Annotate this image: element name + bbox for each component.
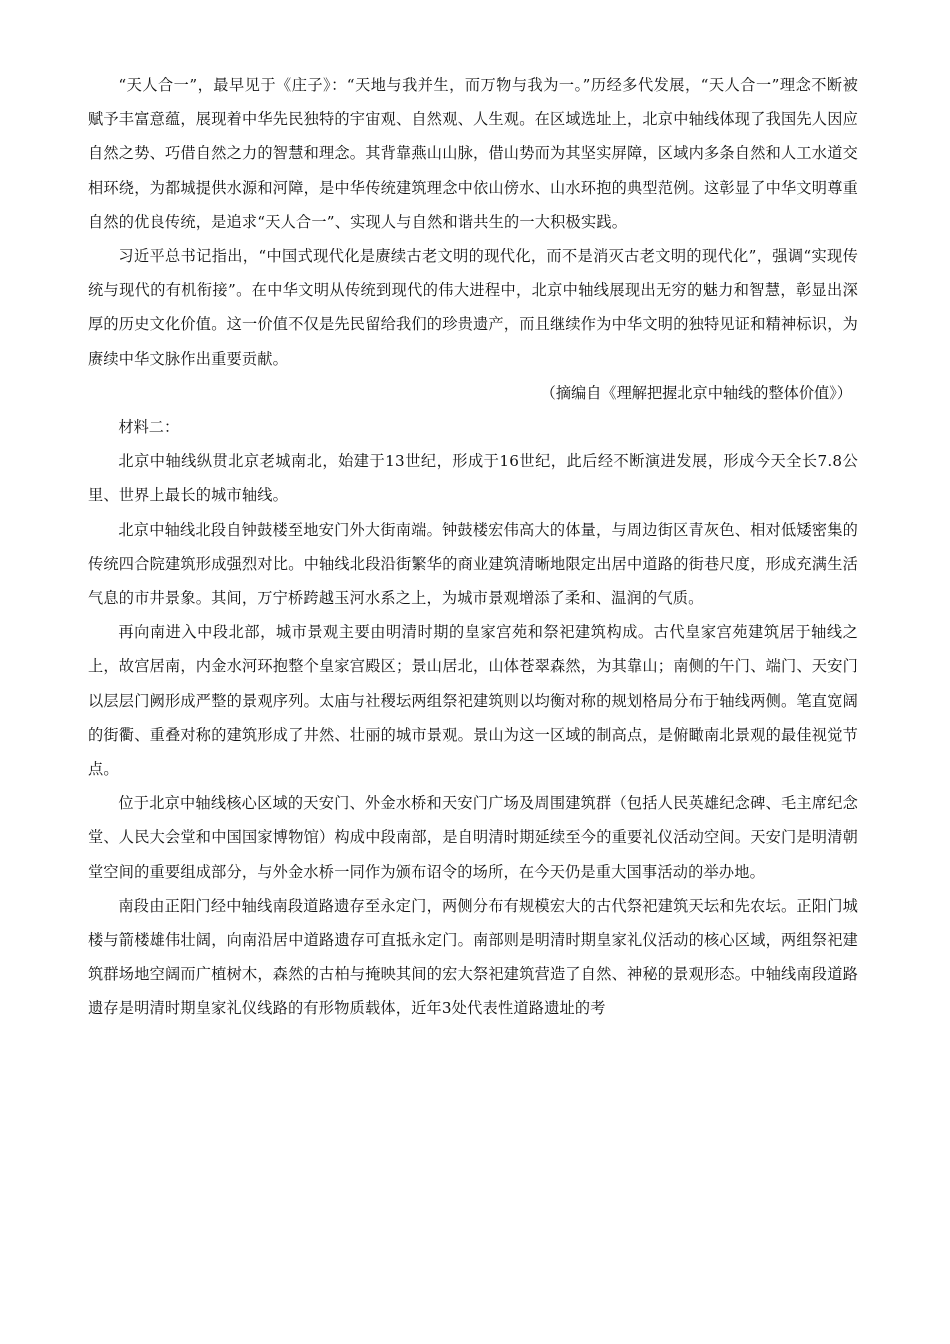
material-one-paragraph-1: “天人合一”，最早见于《庄子》：“天地与我并生，而万物与我为一。”历经多代发展，“天人合一”理念不断被赋予丰富意蕴，展现着中华先民独特的宇宙观、自然观、人生观。在区域选址上，北京中轴线体现了我国先人因应自然之势、巧借自然之力的智慧和理念。其背靠燕山山脉，借山势而为其坚实屏障，区域内多条自然和人工水道交相环绕，为都城提供水源和河障，是中华传统建筑理念中依山傍水、山水环抱的典型范例。这彰显了中华文明尊重自然的优良传统，是追求“天人合一”、实现人与自然和谐共生的一大积极实践。	[88, 76, 858, 231]
material-two-paragraph-3: 再向南进入中段北部，城市景观主要由明清时期的皇家宫苑和祭祀建筑构成。古代皇家宫苑建筑居于轴线之上，故宫居南，内金水河环抱整个皇家宫殿区；景山居北，山体苍翠森然，为其靠山；南侧的午门、端门、天安门以层层门阙形成严整的景观序列。太庙与社稷坛两组祭祀建筑则以均衡对称的规划格局分布于轴线两侧。笔直宽阔的街衢、重叠对称的建筑形成了井然、壮丽的城市景观。景山为这一区域的制高点，是俯瞰南北景观的最佳视觉节点。	[88, 623, 858, 779]
material-two-paragraph-5: 南段由正阳门经中轴线南段道路遗存至永定门，两侧分布有规模宏大的古代祭祀建筑天坛和先农坛。正阳门城楼与箭楼雄伟壮阔，向南沿居中道路遗存可直抵永定门。南部则是明清时期皇家礼仪活动的核心区域，两组祭祀建筑群场地空阔而广植树木，森然的古柏与掩映其间的宏大祭祀建筑营造了自然、神秘的景观形态。中轴线南段道路遗存是明清时期皇家礼仪线路的有形物质载体，近年3处代表性道路遗址的考	[88, 896, 858, 1018]
material-one-paragraph-2: 习近平总书记指出，“中国式现代化是赓续古老文明的现代化，而不是消灭古老文明的现代化”，强调“实现传统与现代的有机衔接”。在中华文明从传统到现代的伟大进程中，北京中轴线展现出无穷的魅力和智慧，彰显出深厚的历史文化价值。这一价值不仅是先民留给我们的珍贵遗产，而且继续作为中华文明的独特见证和精神标识，为赓续中华文脉作出重要贡献。	[88, 247, 858, 368]
material-one-source: （摘编自《理解把握北京中轴线的整体价值》）	[540, 383, 852, 402]
document-page	[88, 68, 858, 1026]
material-two-paragraph-1: 北京中轴线纵贯北京老城南北，始建于13世纪，形成于16世纪，此后经不断演进发展，形成今天全长7.8公里、世界上最长的城市轴线。	[88, 452, 858, 505]
material-two-heading: 材料二：	[118, 418, 180, 437]
material-two-paragraph-4: 位于北京中轴线核心区域的天安门、外金水桥和天安门广场及周围建筑群（包括人民英雄纪念碑、毛主席纪念堂、人民大会堂和中国国家博物馆）构成中段南部，是自明清时期延续至今的重要礼仪活动空间。天安门是明清朝堂空间的重要组成部分，与外金水桥一同作为颁布诏令的场所，在今天仍是重大国事活动的举办地。	[88, 794, 858, 881]
material-two-paragraph-2: 北京中轴线北段自钟鼓楼至地安门外大街南端。钟鼓楼宏伟高大的体量，与周边街区青灰色、相对低矮密集的传统四合院建筑形成强烈对比。中轴线北段沿街繁华的商业建筑清晰地限定出居中道路的街巷尺度，形成充满生活气息的市井景象。其间，万宁桥跨越玉河水系之上，为城市景观增添了柔和、温润的气质。	[88, 520, 858, 608]
